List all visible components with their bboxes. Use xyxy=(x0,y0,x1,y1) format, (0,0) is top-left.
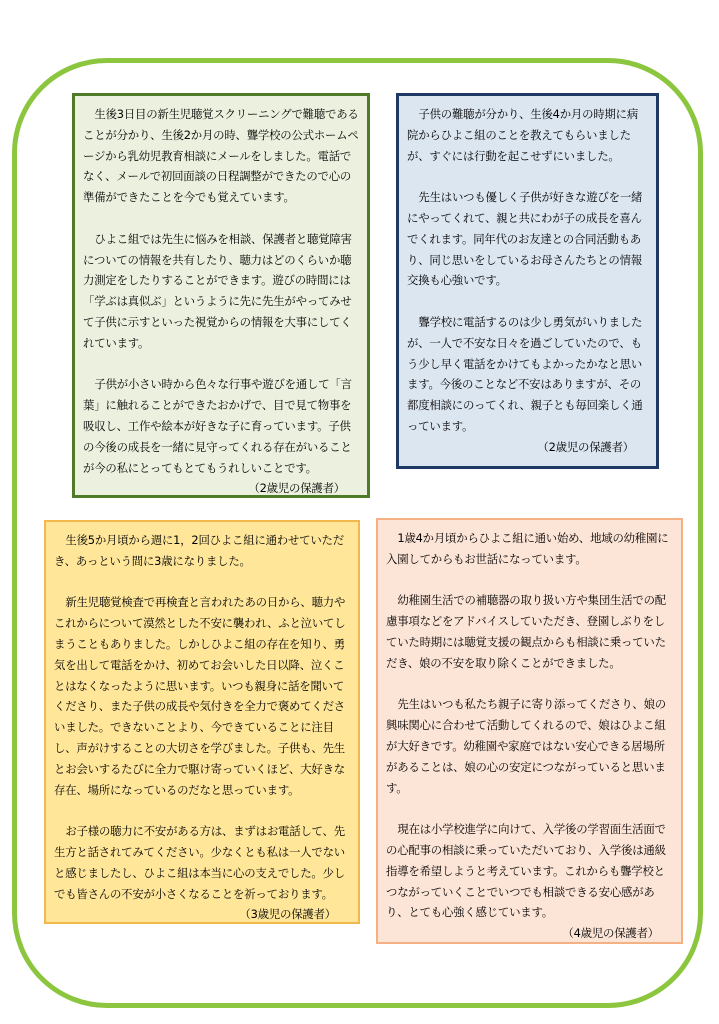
testimonial-paragraph: 子供の難聴が分かり、生後4か月の時期に病院からひよこ組のことを教えてもらいましたが、すぐには行動を起こせずにいました。 xyxy=(407,107,639,163)
testimonial-paragraph: 生後3日目の新生児聴覚スクリーニングで難聴であることが分かり、生後2か月の時、聾学校の公式ホームページから乳幼児教育相談にメールをしました。電話でなく、メールで初回面談の日程調整ができたので心の準備ができたことを今でも覚えています。 xyxy=(83,107,359,205)
testimonial-paragraph: 生後5か月頃から週に1，2回ひよこ組に通わせていただき、あっという間に3歳になりました。 xyxy=(54,533,344,568)
testimonial-signature: （2歳児の保護者） xyxy=(248,481,345,496)
testimonial-paragraph: 先生はいつも優しく子供が好きな遊びを一緒にやってくれて、親と共にわが子の成長を喜んでくれます。同年代のお友達との合同活動もあり、同じ思いをしているお母さんたちとの情報交換も心強いです。 xyxy=(407,190,643,288)
testimonial-paragraph: 子供が小さい時から色々な行事や遊びを通して「言葉」に触れることができたおかげで、目で見て物事を吸収し、工作や絵本が好きな子に育っています。子供の今後の成長を一緒に見守ってくれる存在がいることが今の私にとってもとてもうれしいことです。 xyxy=(83,377,352,475)
testimonial-paragraph: 幼稚園生活での補聴器の取り扱い方や集団生活での配慮事項などをアドバイスしていただき、登園しぶりをしていた時期には聴覚支援の観点からも相談に乗っていただき、娘の不安を取り除くことができました。 xyxy=(386,593,666,670)
testimonial-box-4 xyxy=(376,518,683,944)
testimonial-paragraph: 現在は小学校進学に向けて、入学後の学習面生活面での心配事の相談に乗っていただいており、入学後は通級指導を希望しようと考えています。これからも聾学校とつながっていくことでいつでも相談できる安心感があり、とても心強く感じています。 xyxy=(386,822,666,920)
testimonial-paragraph: 先生はいつも私たち親子に寄り添ってくださり、娘の興味関心に合わせて活動してくれるので、娘はひよこ組が大好きです。幼稚園や家庭ではない安心できる居場所があることは、娘の心の安定につながっていると思います。 xyxy=(386,697,666,795)
testimonial-box-2 xyxy=(396,93,659,469)
testimonial-box-1 xyxy=(72,93,370,498)
testimonial-paragraph: お子様の聴力に不安がある方は、まずはお電話して、先生方と話されてみてください。少なくとも私は一人でないと感じましたし、ひよこ組は本当に心の支えでした。少しでも皆さんの不安が小さくなることを祈っております。 xyxy=(54,824,345,901)
testimonial-paragraph: 1歳4か月頃からひよこ組に通い始め、地域の幼稚園に入園してからもお世話になっています。 xyxy=(386,531,669,566)
testimonial-paragraph: ひよこ組では先生に悩みを相談、保護者と聴覚障害についての情報を共有したり、聴力はどのくらいか聴力測定をしたりすることができます。遊びの時間には「学ぶは真似ぶ」というように先に先生がやってみせて子供に示すといった視覚からの情報を大事にしてくれています。 xyxy=(83,231,352,350)
testimonial-signature: （2歳児の保護者） xyxy=(537,439,634,454)
testimonial-paragraph: 聾学校に電話するのは少し勇気がいりましたが、一人で不安な日々を過ごしていたので、もう少し早く電話をかけてもよかったかなと思います。今後のことなど不安はありますが、その都度相談にのってくれ、親子とも毎回楽しく通っています。 xyxy=(407,314,643,433)
testimonial-signature: （4歳児の保護者） xyxy=(562,926,659,941)
testimonial-signature: （3歳児の保護者） xyxy=(239,907,336,922)
testimonial-box-3 xyxy=(44,520,360,924)
testimonial-paragraph: 新生児聴覚検査で再検査と言われたあの日から、聴力やこれからについて漠然とした不安に襲われ、ふと泣いてしまうこともありました。しかしひよこ組の存在を知り、勇気を出して電話をかけ、初めてお会いした日以降、泣くことはなくなったように思います。いつも親身に話を聞いてくださり、また子供の成長や気付きを全力で褒めてくださいました。できないことより、今できていることに注目し、声がけすることの大切さを学びました。子供も、先生とお会いするたびに全力で駆け寄っていくほど、大好きな存在、場所になっているのだなと思っています。 xyxy=(54,595,346,797)
